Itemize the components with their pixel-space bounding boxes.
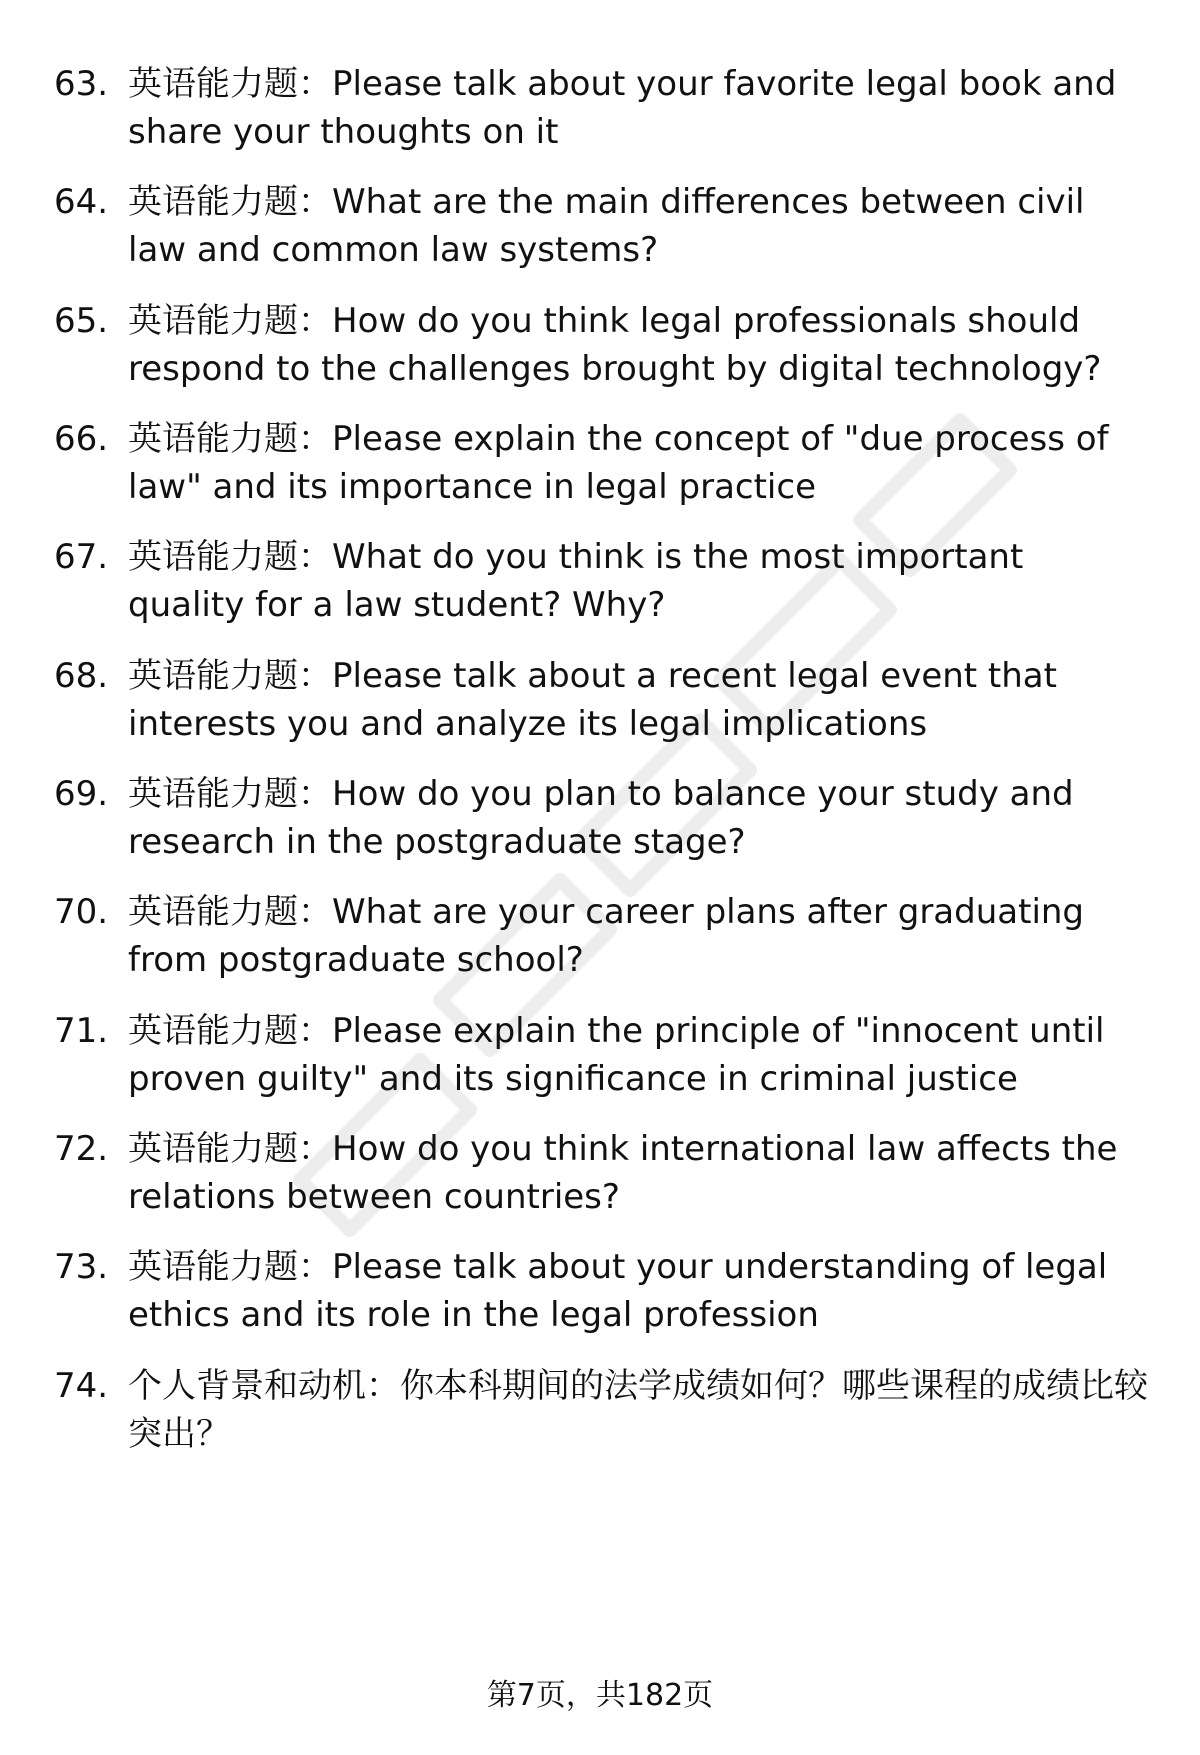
question-number: 73.	[54, 1247, 109, 1287]
question-text: 英语能力题：What are your career plans after graduating from postgraduate school?	[128, 892, 1085, 980]
question-text: 英语能力题：Please explain the principle of "innocent until proven guilty" and its significance in criminal justice	[128, 1011, 1105, 1099]
question-text: 个人背景和动机：你本科期间的法学成绩如何？哪些课程的成绩比较突出？	[128, 1366, 1148, 1454]
question-number: 69.	[54, 774, 109, 814]
question-text: 英语能力题：Please talk about a recent legal event that interests you and analyze its legal implications	[128, 656, 1057, 744]
question-text: 英语能力题：Please talk about your favorite legal book and share your thoughts on it	[128, 64, 1117, 152]
question-text: 英语能力题：Please explain the concept of "due process of law" and its importance in legal practice	[128, 419, 1109, 507]
question-text: 英语能力题：How do you think international law affects the relations between countries?	[128, 1129, 1118, 1217]
question-text: 英语能力题：How do you plan to balance your study and research in the postgraduate stage?	[128, 774, 1074, 862]
question-number: 65.	[54, 301, 109, 341]
question-number: 66.	[54, 419, 109, 459]
question-number: 71.	[54, 1011, 109, 1051]
question-number: 72.	[54, 1129, 109, 1169]
page-footer: 第7页，共182页	[486, 1678, 714, 1713]
question-number: 68.	[54, 656, 109, 696]
question-number: 70.	[54, 892, 109, 932]
question-number: 63.	[54, 64, 109, 104]
question-number: 74.	[54, 1366, 109, 1406]
question-text: 英语能力题：Please talk about your understanding of legal ethics and its role in the legal profession	[128, 1247, 1108, 1335]
question-text: 英语能力题：What are the main differences between civil law and common law systems?	[128, 182, 1085, 270]
question-text: 英语能力题：What do you think is the most important quality for a law student? Why?	[128, 537, 1024, 625]
question-number: 64.	[54, 182, 109, 222]
question-number: 67.	[54, 537, 109, 577]
question-text: 英语能力题：How do you think legal professionals should respond to the challenges brought by digital technology?	[128, 301, 1102, 389]
